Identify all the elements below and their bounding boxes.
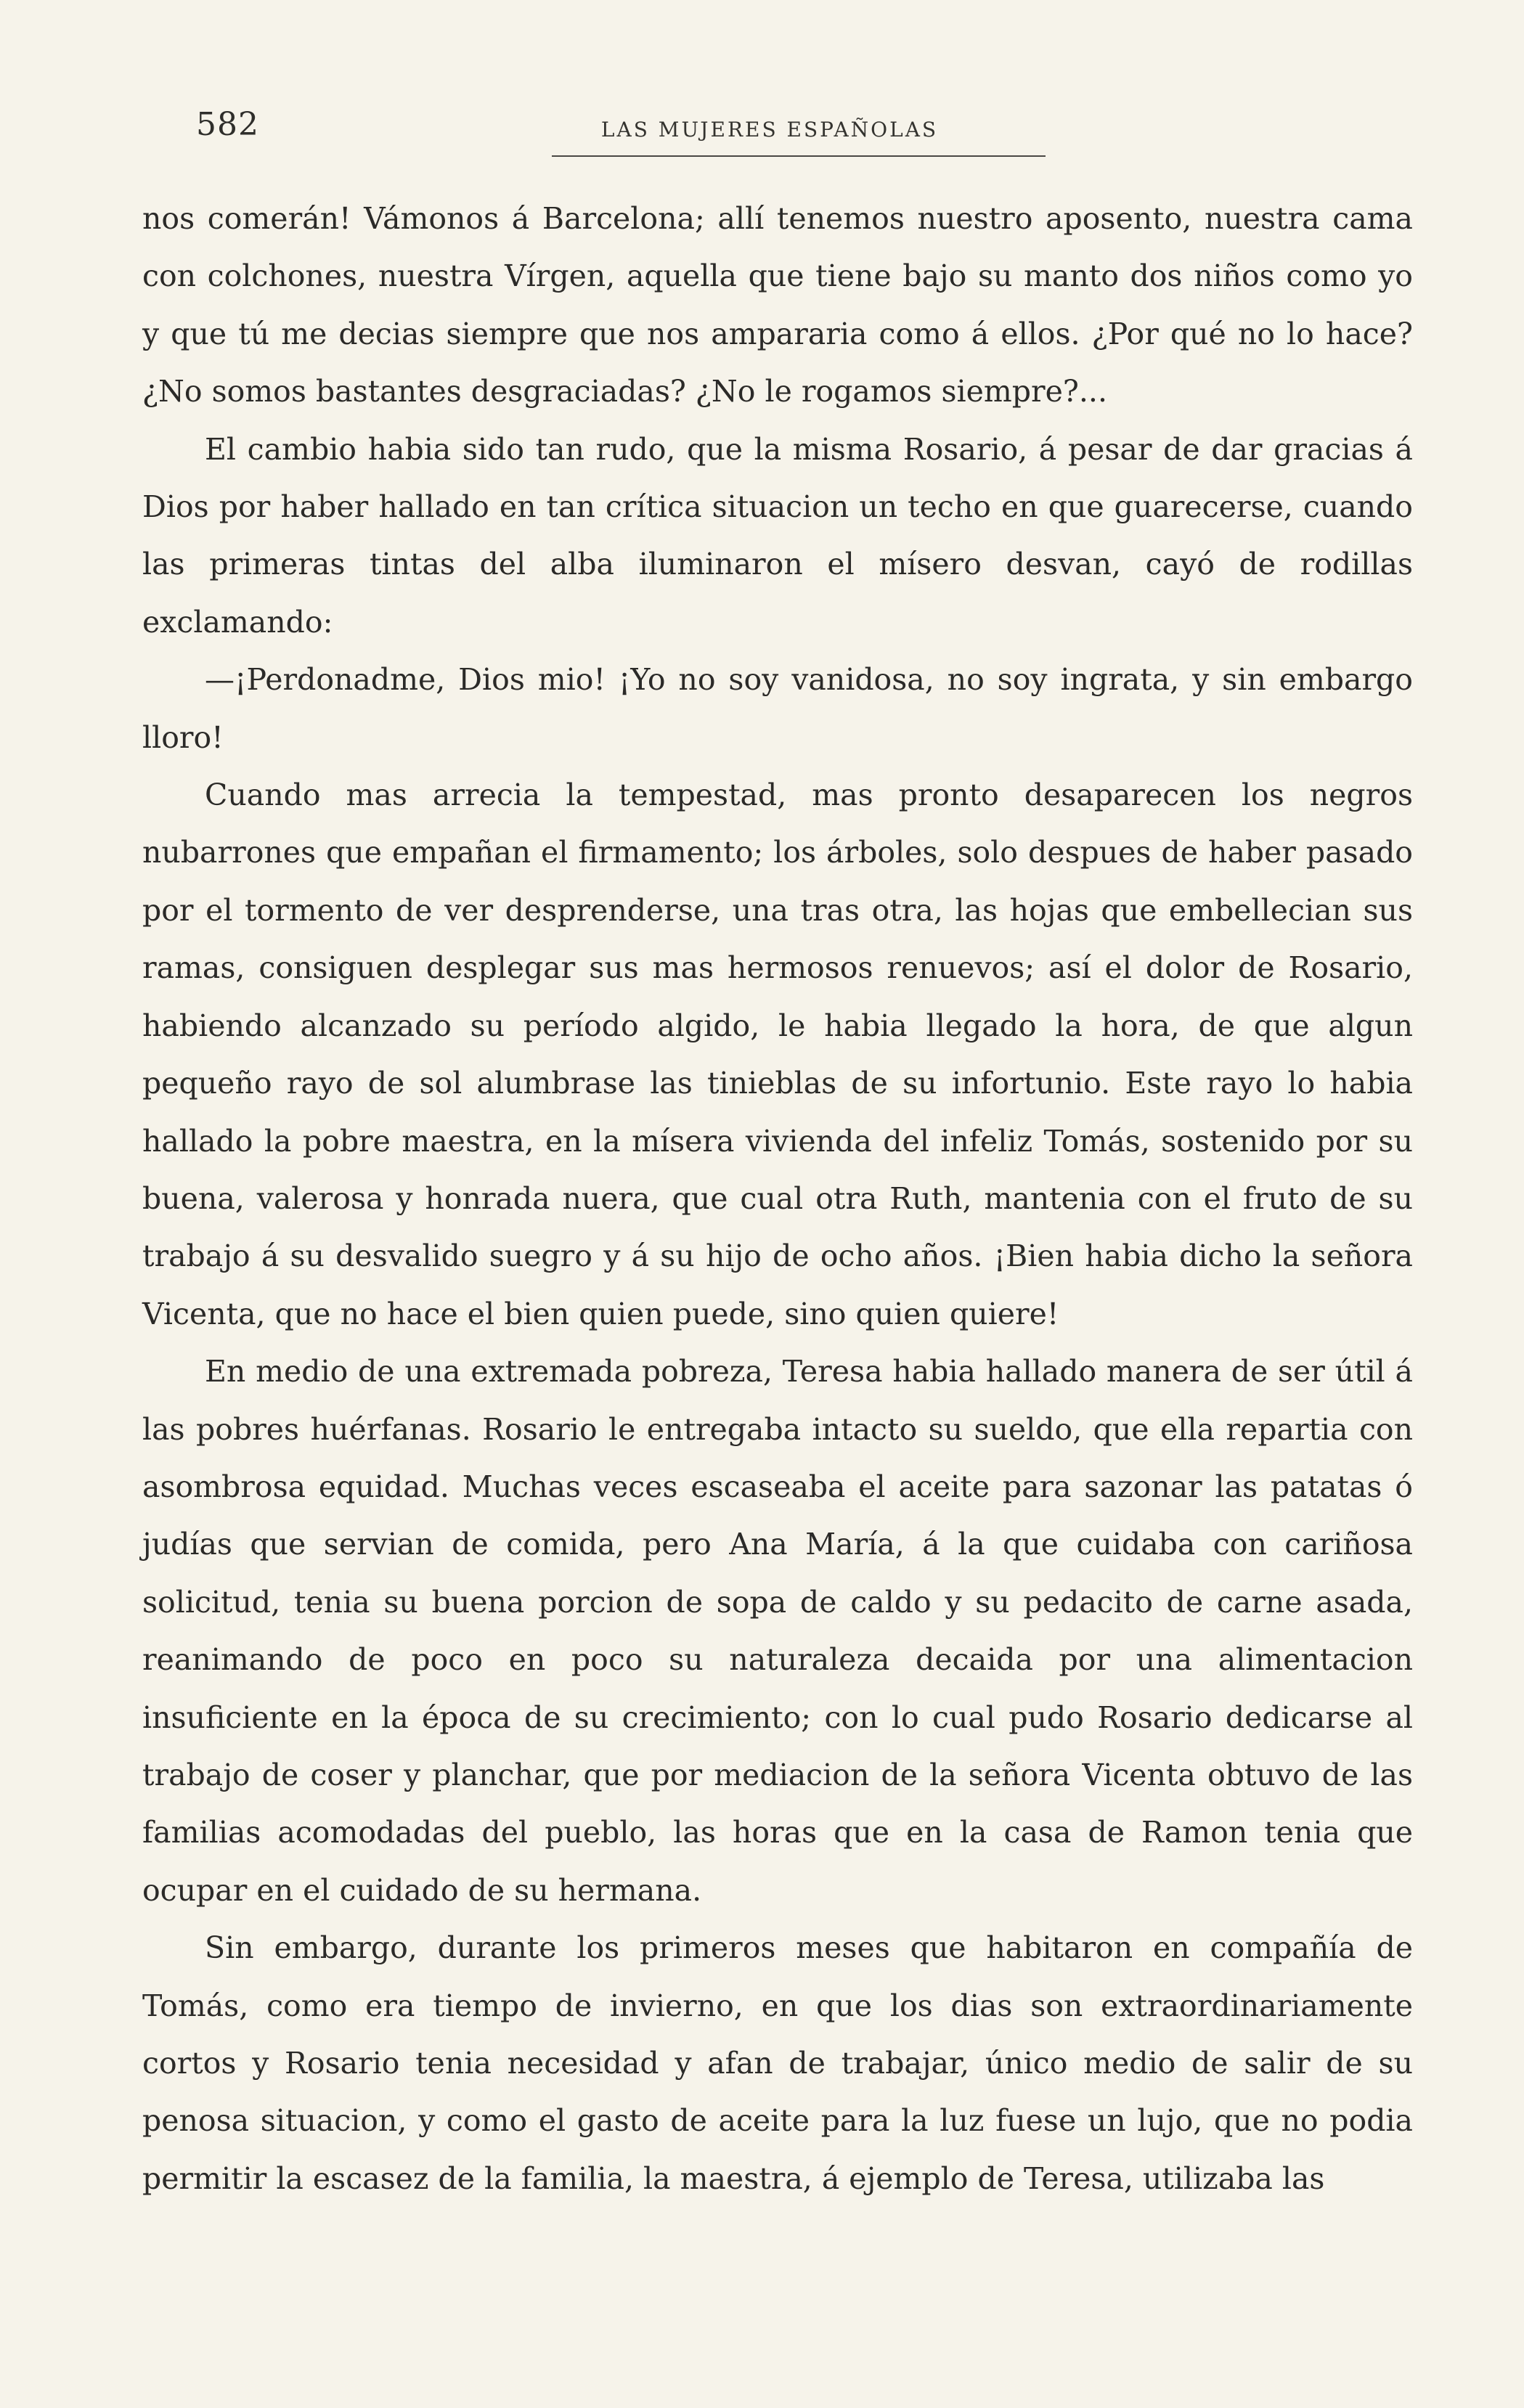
paragraph: En medio de una extremada pobreza, Teresa habia hallado manera de ser útil á las pobres huérfanas. Rosario le entregaba intacto su sueldo, que ella repartia con asombrosa equidad. Muchas veces escaseaba el aceite para sazonar las patatas ó judías que servian de comida, pero Ana María, á la que cuidaba con cariñosa solicitud, tenia su buena porcion de sopa de caldo y su pedacito de carne asada, reanimando de poco en poco su naturaleza decaida por una alimentacion insuficiente en la época de su crecimiento; con lo cual pudo Rosario dedicarse al trabajo de coser y planchar, que por mediacion de la señora Vicenta obtuvo de las familias acomodadas del pueblo, las horas que en la casa de Ramon tenia que ocupar en el cuidado de su hermana.	[142, 1354, 1413, 1908]
header-rule	[552, 155, 1046, 157]
body-text	[142, 190, 1413, 2208]
page-number: 582	[196, 106, 259, 143]
paragraph-continued: nos comerán! Vámonos á Barcelona; allí tenemos nuestro aposento, nuestra cama con colchones, nuestra Vírgen, aquella que tiene bajo su manto dos niños como yo y que tú me decias siempre que nos ampararia como á ellos. ¿Por qué no lo hace? ¿No somos bastantes desgraciadas? ¿No le rogamos siempre?...	[142, 201, 1413, 409]
paragraph-dialogue: —¡Perdonadme, Dios mio! ¡Yo no soy vanidosa, no soy ingrata, y sin embargo lloro!	[142, 662, 1413, 755]
running-title: LAS MUJERES ESPAÑOLAS	[600, 118, 939, 142]
paragraph: El cambio habia sido tan rudo, que la misma Rosario, á pesar de dar gracias á Dios por haber hallado en tan crítica situacion un techo en que guarecerse, cuando las primeras tintas del alba iluminaron el mísero desvan, cayó de rodillas exclamando:	[142, 431, 1413, 640]
paragraph: Cuando mas arrecia la tempestad, mas pronto desaparecen los negros nubarrones que empañan el firmamento; los árboles, solo despues de haber pasado por el tormento de ver desprenderse, una tras otra, las hojas que embellecian sus ramas, consiguen desplegar sus mas hermosos renuevos; así el dolor de Rosario, habiendo alcanzado su período algido, le habia llegado la hora, de que algun pequeño rayo de sol alumbrase las tinieblas de su infortunio. Este rayo lo habia hallado la pobre maestra, en la mísera vivienda del infeliz Tomás, sostenido por su buena, valerosa y honrada nuera, que cual otra Ruth, mantenia con el fruto de su trabajo á su desvalido suegro y á su hijo de ocho años. ¡Bien habia dicho la señora Vicenta, que no hace el bien quien puede, sino quien quiere!	[142, 778, 1413, 1331]
paragraph: Sin embargo, durante los primeros meses que habitaron en compañía de Tomás, como era tiempo de invierno, en que los dias son extraordinariamente cortos y Rosario tenia necesidad y afan de trabajar, único medio de salir de su penosa situacion, y como el gasto de aceite para la luz fuese un lujo, que no podia permitir la escasez de la familia, la maestra, á ejemplo de Teresa, utilizaba las	[142, 1930, 1413, 2196]
